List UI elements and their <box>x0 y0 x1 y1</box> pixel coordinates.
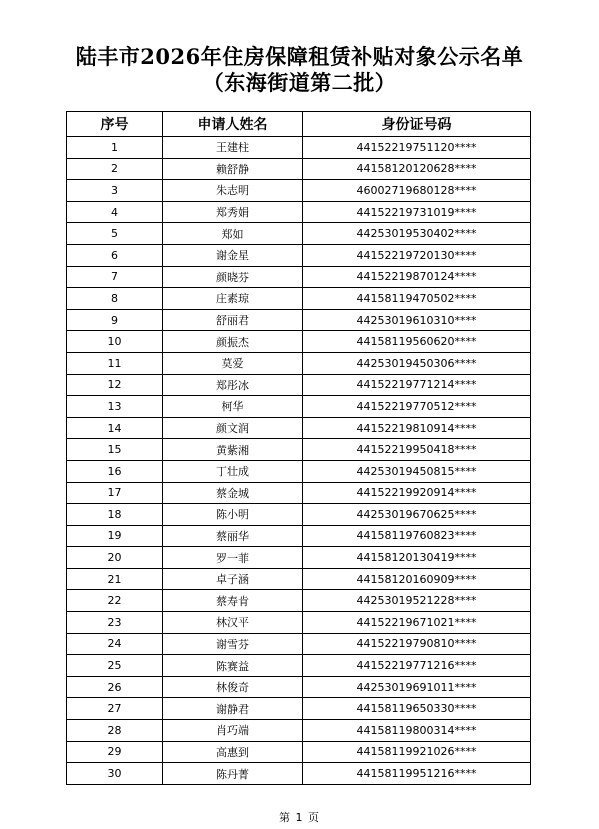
cell-name: 陈小明 <box>163 504 303 526</box>
table-row <box>67 612 531 634</box>
cell-name: 柯华 <box>163 396 303 418</box>
document-subtitle: （东海街道第二批） <box>202 70 397 95</box>
cell-id-number: 44158120130419**** <box>303 547 531 569</box>
cell-id-number: 44158119921026**** <box>303 741 531 763</box>
cell-seq: 11 <box>67 352 163 374</box>
cell-name: 罗一菲 <box>163 547 303 569</box>
cell-seq: 13 <box>67 396 163 418</box>
table-row <box>67 633 531 655</box>
cell-id-number: 44152219731019**** <box>303 201 531 223</box>
cell-id-number: 44253019521228**** <box>303 590 531 612</box>
table-header-row <box>67 112 531 137</box>
cell-seq: 20 <box>67 547 163 569</box>
cell-name: 庄素琼 <box>163 288 303 310</box>
cell-id-number: 44152219810914**** <box>303 417 531 439</box>
cell-name: 陈赛益 <box>163 655 303 677</box>
cell-name: 林俊奇 <box>163 676 303 698</box>
page-number: 第 1 页 <box>279 811 320 824</box>
cell-seq: 16 <box>67 460 163 482</box>
cell-name: 肖巧端 <box>163 720 303 742</box>
cell-seq: 17 <box>67 482 163 504</box>
table-row <box>67 352 531 374</box>
cell-name: 王建柱 <box>163 137 303 159</box>
table-row <box>67 460 531 482</box>
cell-name: 蔡丽华 <box>163 525 303 547</box>
cell-id-number: 44152219870124**** <box>303 266 531 288</box>
cell-id-number: 44152219770512**** <box>303 396 531 418</box>
cell-seq: 6 <box>67 244 163 266</box>
cell-seq: 12 <box>67 374 163 396</box>
table-row <box>67 158 531 180</box>
cell-id-number: 44152219751120**** <box>303 137 531 159</box>
cell-id-number: 44158120160909**** <box>303 568 531 590</box>
cell-seq: 15 <box>67 439 163 461</box>
cell-id-number: 44152219950418**** <box>303 439 531 461</box>
cell-name: 郑如 <box>163 223 303 245</box>
cell-seq: 25 <box>67 655 163 677</box>
cell-name: 黄紫湘 <box>163 439 303 461</box>
cell-name: 谢雪芬 <box>163 633 303 655</box>
table-row <box>67 568 531 590</box>
cell-id-number: 44158119470502**** <box>303 288 531 310</box>
cell-seq: 18 <box>67 504 163 526</box>
cell-seq: 30 <box>67 763 163 785</box>
cell-id-number: 44253019691011**** <box>303 676 531 698</box>
cell-id-number: 44158119560620**** <box>303 331 531 353</box>
cell-name: 赖舒静 <box>163 158 303 180</box>
cell-name: 谢金星 <box>163 244 303 266</box>
table-row <box>67 504 531 526</box>
cell-name: 高惠到 <box>163 741 303 763</box>
table-row <box>67 590 531 612</box>
document-title: 陆丰市2026年住房保障租赁补贴对象公示名单 <box>75 44 524 69</box>
cell-id-number: 44253019610310**** <box>303 309 531 331</box>
table-row <box>67 720 531 742</box>
cell-id-number: 44253019450815**** <box>303 460 531 482</box>
cell-seq: 27 <box>67 698 163 720</box>
cell-seq: 22 <box>67 590 163 612</box>
cell-name: 蔡寿肯 <box>163 590 303 612</box>
table-row <box>67 525 531 547</box>
table-row <box>67 223 531 245</box>
cell-id-number: 44158119650330**** <box>303 698 531 720</box>
cell-seq: 24 <box>67 633 163 655</box>
table-row <box>67 201 531 223</box>
cell-name: 莫爱 <box>163 352 303 374</box>
cell-name: 林汉平 <box>163 612 303 634</box>
cell-seq: 5 <box>67 223 163 245</box>
cell-seq: 2 <box>67 158 163 180</box>
cell-id-number: 44158119951216**** <box>303 763 531 785</box>
cell-name: 舒丽君 <box>163 309 303 331</box>
cell-seq: 10 <box>67 331 163 353</box>
table-row <box>67 676 531 698</box>
cell-name: 郑彤冰 <box>163 374 303 396</box>
cell-name: 谢静君 <box>163 698 303 720</box>
table-row <box>67 482 531 504</box>
cell-seq: 29 <box>67 741 163 763</box>
header-name: 申请人姓名 <box>163 112 303 137</box>
cell-seq: 21 <box>67 568 163 590</box>
cell-name: 朱志明 <box>163 180 303 202</box>
cell-name: 陈丹菁 <box>163 763 303 785</box>
cell-seq: 7 <box>67 266 163 288</box>
subsidy-recipient-table <box>66 111 531 785</box>
table-row <box>67 655 531 677</box>
table-row <box>67 244 531 266</box>
cell-id-number: 46002719680128**** <box>303 180 531 202</box>
table-row <box>67 288 531 310</box>
cell-id-number: 44158119800314**** <box>303 720 531 742</box>
cell-name: 颜文润 <box>163 417 303 439</box>
header-id-number: 身份证号码 <box>303 112 531 137</box>
cell-name: 蔡金城 <box>163 482 303 504</box>
table-row <box>67 266 531 288</box>
table-row <box>67 331 531 353</box>
table-row <box>67 396 531 418</box>
cell-id-number: 44158119760823**** <box>303 525 531 547</box>
cell-id-number: 44152219771214**** <box>303 374 531 396</box>
cell-seq: 26 <box>67 676 163 698</box>
table-row <box>67 698 531 720</box>
table-row <box>67 180 531 202</box>
table-row <box>67 547 531 569</box>
cell-id-number: 44152219771216**** <box>303 655 531 677</box>
cell-name: 颜振杰 <box>163 331 303 353</box>
cell-seq: 4 <box>67 201 163 223</box>
cell-name: 郑秀娟 <box>163 201 303 223</box>
cell-name: 颜晓芬 <box>163 266 303 288</box>
table-row <box>67 763 531 785</box>
table-row <box>67 309 531 331</box>
table-body <box>67 137 531 785</box>
cell-id-number: 44253019530402**** <box>303 223 531 245</box>
cell-seq: 14 <box>67 417 163 439</box>
cell-id-number: 44152219790810**** <box>303 633 531 655</box>
cell-name: 丁壮成 <box>163 460 303 482</box>
cell-seq: 1 <box>67 137 163 159</box>
cell-id-number: 44152219920914**** <box>303 482 531 504</box>
cell-seq: 19 <box>67 525 163 547</box>
table-row <box>67 439 531 461</box>
cell-seq: 3 <box>67 180 163 202</box>
cell-name: 卓子涵 <box>163 568 303 590</box>
cell-id-number: 44253019670625**** <box>303 504 531 526</box>
cell-seq: 9 <box>67 309 163 331</box>
cell-id-number: 44152219720130**** <box>303 244 531 266</box>
cell-id-number: 44158120120628**** <box>303 158 531 180</box>
cell-seq: 8 <box>67 288 163 310</box>
table-row <box>67 417 531 439</box>
cell-id-number: 44152219671021**** <box>303 612 531 634</box>
cell-seq: 23 <box>67 612 163 634</box>
table-row <box>67 374 531 396</box>
cell-seq: 28 <box>67 720 163 742</box>
table-row <box>67 741 531 763</box>
header-seq: 序号 <box>67 112 163 137</box>
cell-id-number: 44253019450306**** <box>303 352 531 374</box>
table-row <box>67 137 531 159</box>
